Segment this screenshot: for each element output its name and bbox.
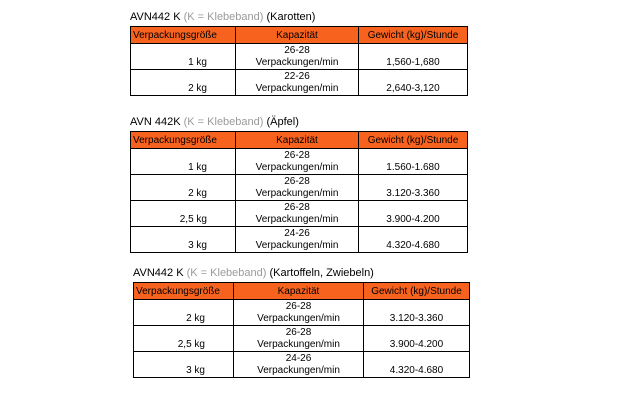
capacity-range: 22-26 [284, 71, 310, 82]
capacity-cell [236, 44, 359, 70]
capacity-range: 26-28 [284, 202, 310, 213]
package-size-cell: 2 kg [134, 300, 234, 326]
header-package-size: Verpackungsgröße [131, 132, 236, 149]
capacity-unit: Verpackungen/min [255, 240, 339, 251]
table-header-row [131, 132, 468, 149]
spec-section-kartoffeln-zwiebeln [133, 267, 470, 378]
header-capacity: Kapazität [236, 132, 359, 149]
header-capacity: Kapazität [236, 27, 359, 44]
tape-note: (K = Klebeband) [183, 116, 264, 128]
package-size-cell: 1 kg [131, 44, 236, 70]
model-name: AVN 442K [130, 116, 181, 128]
package-size-cell: 2 kg [131, 70, 236, 96]
product-name: (Äpfel) [266, 116, 299, 128]
weight-cell: 1.560-1.680 [359, 149, 468, 175]
package-size-cell: 2 kg [131, 175, 236, 201]
package-size-cell: 2,5 kg [131, 201, 236, 227]
header-weight: Gewicht (kg)/Stunde [359, 132, 468, 149]
capacity-unit: Verpackungen/min [255, 83, 339, 94]
tape-note: (K = Klebeband) [186, 267, 267, 279]
capacity-range: 26-28 [284, 150, 310, 161]
spec-table [130, 131, 468, 253]
capacity-range: 26-28 [284, 176, 310, 187]
capacity-unit: Verpackungen/min [257, 313, 340, 324]
tape-note: (K = Klebeband) [183, 11, 264, 23]
model-name: AVN442 K [130, 11, 181, 23]
table-row [134, 326, 470, 352]
capacity-cell [236, 175, 359, 201]
weight-cell: 3.900-4.200 [364, 326, 470, 352]
spec-section-aepfel [130, 116, 468, 253]
capacity-cell [236, 70, 359, 96]
capacity-cell [234, 326, 364, 352]
capacity-cell [236, 149, 359, 175]
weight-cell: 2,640-3,120 [359, 70, 468, 96]
capacity-cell [234, 300, 364, 326]
capacity-cell [236, 201, 359, 227]
header-package-size: Verpackungsgröße [134, 283, 234, 300]
capacity-unit: Verpackungen/min [255, 214, 339, 225]
section-title [133, 267, 470, 280]
header-capacity: Kapazität [234, 283, 364, 300]
table-header-row [134, 283, 470, 300]
capacity-cell [236, 227, 359, 253]
section-title [130, 116, 468, 129]
capacity-range: 26-28 [285, 327, 312, 338]
table-row [131, 44, 468, 70]
weight-cell: 3.120-3.360 [359, 175, 468, 201]
model-name: AVN442 K [133, 267, 184, 279]
table-row [131, 149, 468, 175]
section-title [130, 11, 468, 24]
capacity-unit: Verpackungen/min [255, 162, 339, 173]
capacity-range: 24-26 [285, 353, 312, 364]
header-package-size: Verpackungsgröße [131, 27, 236, 44]
table-row [131, 201, 468, 227]
capacity-unit: Verpackungen/min [257, 339, 340, 350]
capacity-unit: Verpackungen/min [255, 188, 339, 199]
capacity-unit: Verpackungen/min [255, 57, 339, 68]
capacity-range: 26-28 [284, 45, 310, 56]
weight-cell: 3.120-3.360 [364, 300, 470, 326]
spec-section-karotten [130, 11, 468, 96]
weight-cell: 1,560-1,680 [359, 44, 468, 70]
capacity-range: 26-28 [285, 301, 312, 312]
header-weight: Gewicht (kg)/Stunde [359, 27, 468, 44]
weight-cell: 4.320-4.680 [359, 227, 468, 253]
package-size-cell: 2,5 kg [134, 326, 234, 352]
table-header-row [131, 27, 468, 44]
spec-table [130, 26, 468, 96]
table-row [134, 352, 470, 378]
weight-cell: 4.320-4.680 [364, 352, 470, 378]
capacity-range: 24-26 [284, 228, 310, 239]
spec-table [133, 282, 470, 378]
table-row [134, 300, 470, 326]
header-weight: Gewicht (kg)/Stunde [364, 283, 470, 300]
weight-cell: 3.900-4.200 [359, 201, 468, 227]
capacity-unit: Verpackungen/min [257, 365, 340, 376]
product-name: (Kartoffeln, Zwiebeln) [269, 267, 374, 279]
package-size-cell: 3 kg [131, 227, 236, 253]
capacity-cell [234, 352, 364, 378]
package-size-cell: 3 kg [134, 352, 234, 378]
table-row [131, 70, 468, 96]
product-name: (Karotten) [266, 11, 316, 23]
package-size-cell: 1 kg [131, 149, 236, 175]
table-row [131, 175, 468, 201]
table-row [131, 227, 468, 253]
